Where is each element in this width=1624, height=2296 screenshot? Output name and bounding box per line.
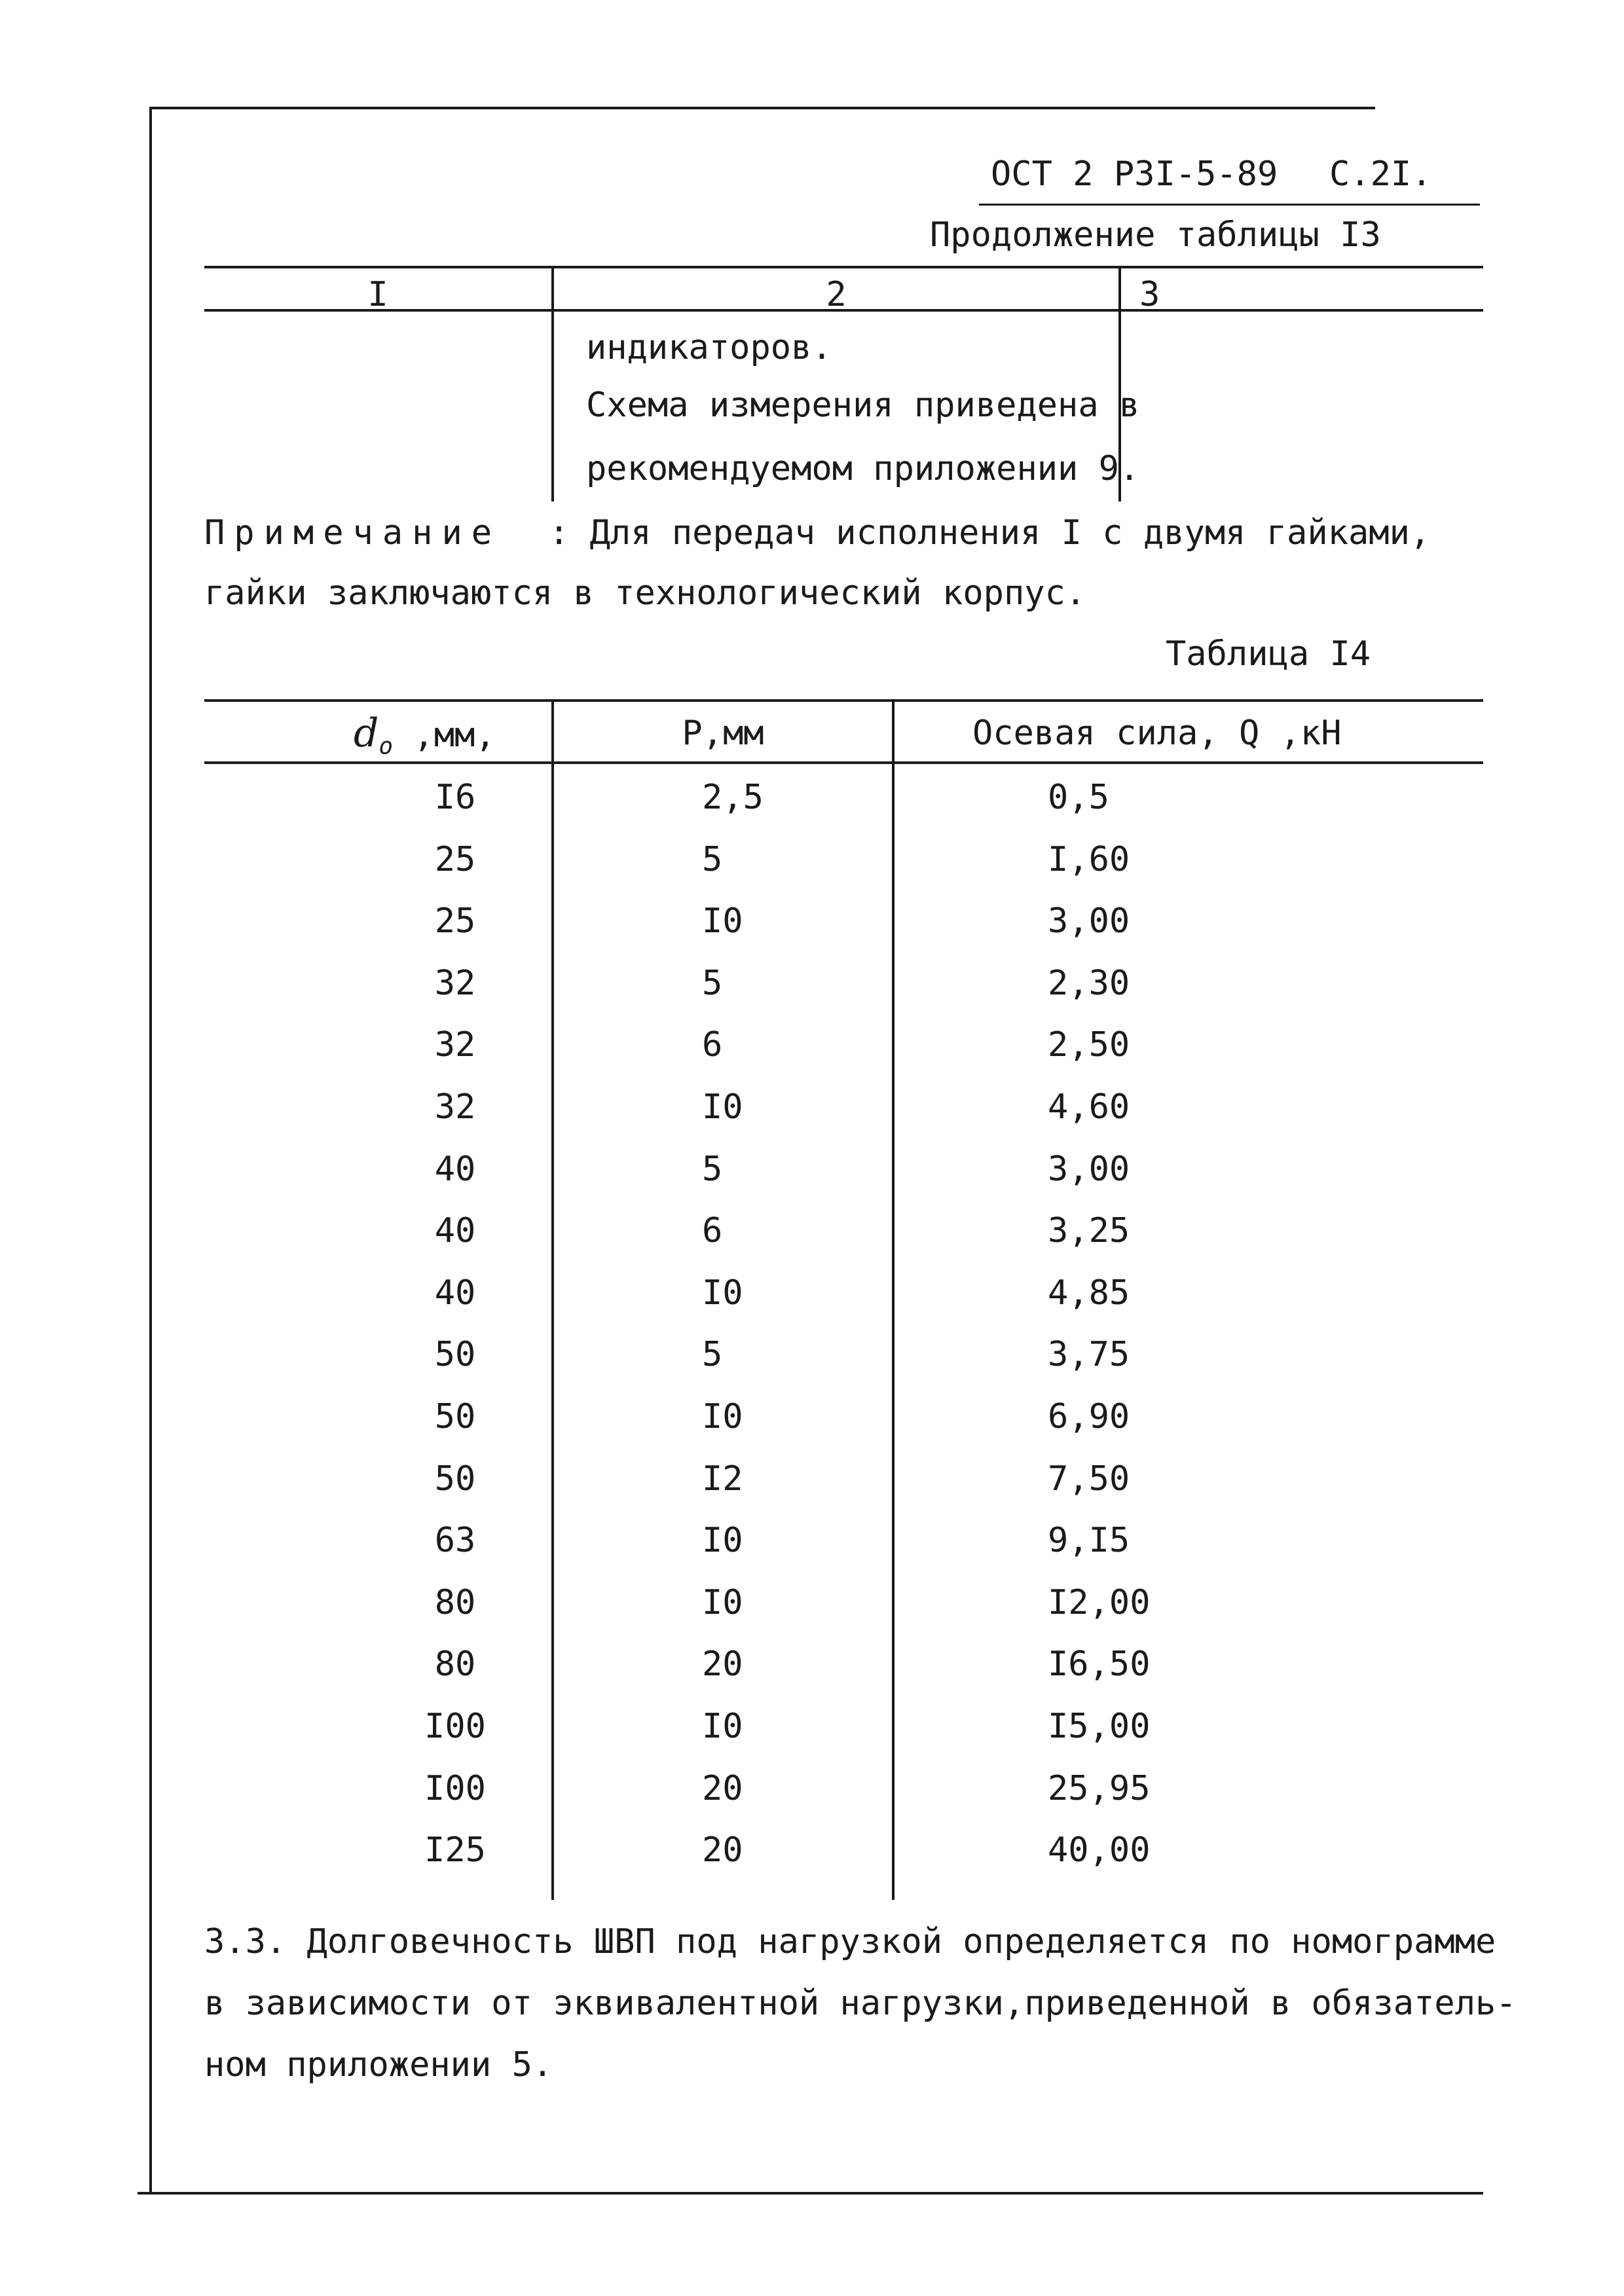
cell-p: І2	[702, 1459, 743, 1499]
table14-caption: Таблица І4	[1166, 634, 1371, 674]
cell-d0: І6	[434, 778, 476, 817]
cell-p: 6	[702, 1211, 723, 1250]
cell-p: 20	[702, 1769, 743, 1808]
page-frame-bottom	[138, 2192, 1483, 2195]
table-row	[0, 1025, 1624, 1080]
cell-d0: 50	[434, 1335, 476, 1374]
table-row	[0, 904, 1624, 957]
table-row	[0, 1087, 1624, 1142]
cell-q: І2,00	[1048, 1583, 1151, 1622]
table-continuation-caption: Продолжение таблицы І3	[930, 215, 1381, 255]
table14-header-p: P,мм	[682, 714, 764, 753]
cell-d0: 50	[434, 1397, 476, 1436]
cell-d0: І25	[424, 1831, 486, 1870]
d0-subscript: o	[378, 733, 394, 760]
d0-unit: ,мм,	[413, 716, 496, 755]
header-underline	[979, 204, 1480, 206]
table13-col3-header: 3	[1139, 275, 1160, 314]
cell-q: 40,00	[1048, 1831, 1151, 1870]
cell-p: І0	[702, 1397, 743, 1436]
cell-p: 2,5	[702, 778, 764, 817]
cell-p: І0	[702, 1273, 743, 1313]
table14-header-d0	[354, 710, 496, 760]
cell-d0: 80	[434, 1645, 476, 1684]
page-number: С.2І.	[1329, 155, 1432, 194]
table13-cell-line: индикаторов.	[586, 328, 832, 367]
table14-header-rule	[204, 761, 1483, 764]
table-row	[0, 966, 1624, 1019]
cell-p: 20	[702, 1831, 743, 1870]
cell-q: 0,5	[1048, 778, 1109, 817]
cell-p: І0	[702, 1521, 743, 1560]
cell-d0: 32	[434, 964, 476, 1003]
cell-q: 25,95	[1048, 1769, 1151, 1808]
table-row	[0, 1273, 1624, 1328]
table-row	[0, 1459, 1624, 1514]
table-row	[0, 1583, 1624, 1638]
cell-d0: 50	[434, 1459, 476, 1499]
cell-p: І0	[702, 1707, 743, 1746]
table-row	[0, 1397, 1624, 1452]
document-code: ОСТ 2 Р3І-5-89	[991, 155, 1278, 194]
cell-d0: 25	[434, 840, 476, 879]
cell-p: І0	[702, 1087, 743, 1127]
cell-d0: 40	[434, 1150, 476, 1189]
cell-d0: 80	[434, 1583, 476, 1622]
cell-d0: 63	[434, 1521, 476, 1560]
cell-q: І5,00	[1048, 1707, 1151, 1746]
table-row	[0, 840, 1624, 895]
table-row	[0, 1709, 1624, 1762]
cell-d0: 32	[434, 1087, 476, 1127]
note-label: Примечание	[204, 513, 502, 553]
cell-q: 2,30	[1048, 964, 1130, 1003]
cell-p: 5	[702, 1335, 723, 1374]
cell-p: 20	[702, 1645, 743, 1684]
cell-p: 5	[702, 964, 723, 1003]
cell-q: 3,00	[1048, 902, 1130, 941]
cell-q: 7,50	[1048, 1459, 1130, 1499]
cell-q: 9,І5	[1048, 1521, 1130, 1560]
table-row	[0, 1152, 1624, 1205]
table-row	[0, 1335, 1624, 1390]
table13-cell-line: рекомендуемом приложении 9.	[586, 449, 1140, 488]
table-row	[0, 780, 1624, 833]
note-text-line1: : Для передач исполнения І с двумя гайками,	[549, 513, 1431, 553]
cell-p: 6	[702, 1025, 723, 1065]
d0-symbol: d	[354, 710, 379, 756]
table13-col1-header: І	[367, 275, 388, 314]
cell-q: 4,60	[1048, 1087, 1130, 1127]
cell-q: 3,75	[1048, 1335, 1130, 1374]
table-row	[0, 1769, 1624, 1824]
cell-q: І6,50	[1048, 1645, 1151, 1684]
cell-q: 2,50	[1048, 1025, 1130, 1065]
cell-p: 5	[702, 1150, 723, 1189]
cell-q: 4,85	[1048, 1273, 1130, 1313]
table13-col2-header: 2	[826, 275, 847, 314]
table-row	[0, 1523, 1624, 1576]
cell-p: І0	[702, 1583, 743, 1622]
cell-d0: І00	[424, 1769, 486, 1808]
cell-d0: 40	[434, 1273, 476, 1313]
cell-d0: І00	[424, 1707, 486, 1746]
section-3-3-line1: 3.3. Долговечность ШВП под нагрузкой определяется по номограмме	[204, 1922, 1496, 1961]
cell-q: 6,90	[1048, 1397, 1130, 1436]
section-3-3-line2: в зависимости от эквивалентной нагрузки,приведенной в обязатель-	[204, 1984, 1517, 2023]
section-3-3-line3: ном приложении 5.	[204, 2045, 553, 2085]
page-frame-top	[151, 107, 1375, 109]
note-text-line2: гайки заключаются в технологический корпус.	[204, 574, 1086, 613]
table14-top-rule	[204, 699, 1483, 702]
cell-d0: 32	[434, 1025, 476, 1065]
cell-q: 3,25	[1048, 1211, 1130, 1250]
table-row	[0, 1647, 1624, 1700]
cell-q: І,60	[1048, 840, 1130, 879]
cell-d0: 40	[434, 1211, 476, 1250]
cell-d0: 25	[434, 902, 476, 941]
table-row	[0, 1211, 1624, 1266]
cell-q: 3,00	[1048, 1150, 1130, 1189]
table13-top-rule	[204, 266, 1483, 268]
table14-header-q: Осевая сила, Q ,кН	[972, 714, 1342, 753]
table13-cell-line: Схема измерения приведена в	[586, 386, 1140, 425]
cell-p: 5	[702, 840, 723, 879]
table-row	[0, 1833, 1624, 1886]
cell-p: І0	[702, 902, 743, 941]
